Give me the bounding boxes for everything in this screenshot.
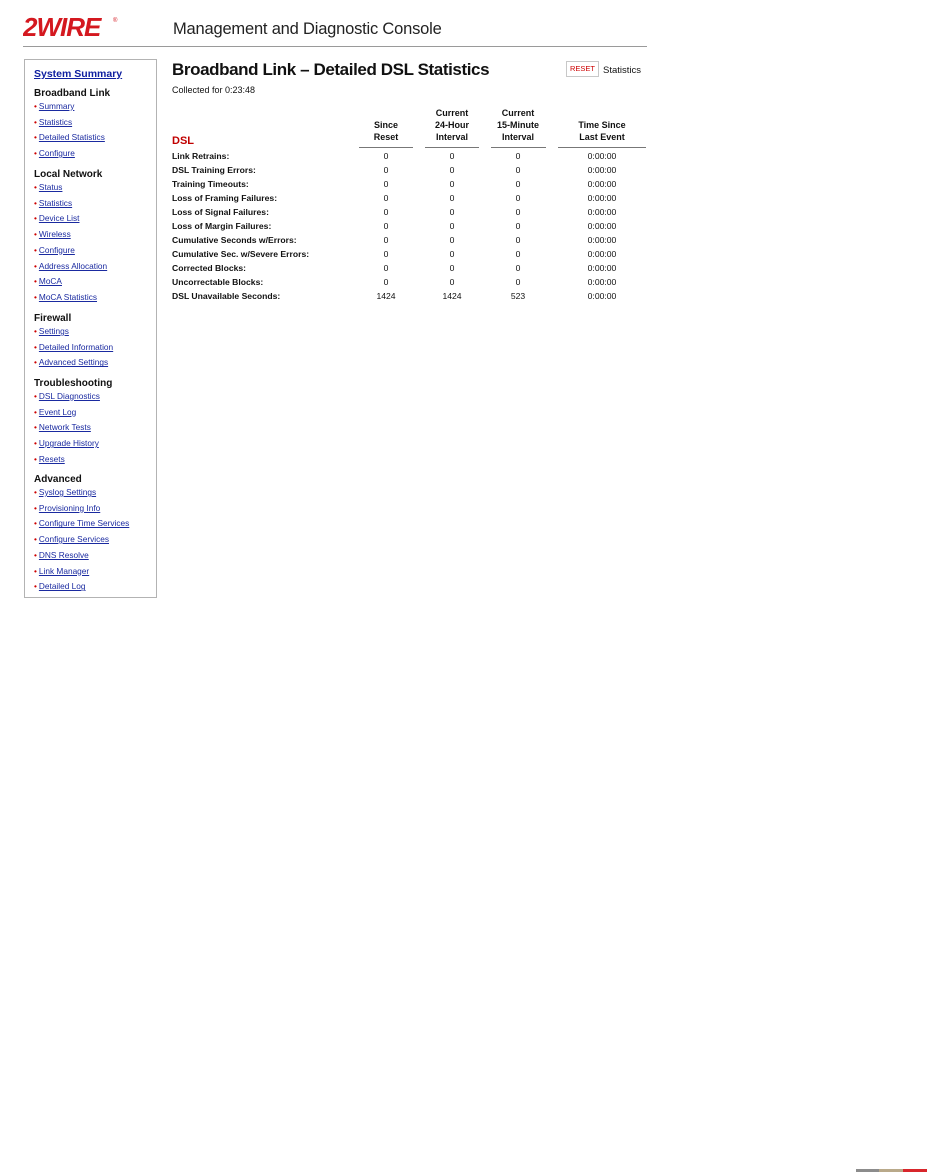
stat-row-label: Corrected Blocks: bbox=[172, 263, 247, 273]
sidebar-item-label[interactable]: Address Allocation bbox=[38, 260, 108, 271]
sidebar-item-resets[interactable] bbox=[34, 454, 65, 464]
stat-value-cell: 0 bbox=[383, 221, 389, 231]
2wire-logo bbox=[23, 14, 119, 40]
column-header-line: Reset bbox=[373, 132, 399, 142]
sidebar-item-label[interactable]: Syslog Settings bbox=[38, 487, 97, 497]
sidebar-item-label[interactable]: Configure Time Services bbox=[38, 518, 130, 529]
column-header-rule bbox=[425, 147, 479, 148]
sidebar-item-label[interactable]: Provisioning Info bbox=[38, 502, 101, 513]
sidebar-item-summary[interactable] bbox=[34, 101, 74, 111]
column-header-rule bbox=[491, 147, 546, 148]
stat-value-cell: 0 bbox=[515, 165, 521, 175]
sidebar-item-dsl-diagnostics[interactable] bbox=[34, 391, 100, 401]
sidebar-item-label[interactable]: DNS Resolve bbox=[38, 549, 89, 560]
column-header-line: Current bbox=[435, 108, 469, 118]
bullet-icon: • bbox=[34, 406, 37, 417]
stat-row-label: Loss of Signal Failures: bbox=[172, 207, 269, 217]
sidebar-item-label[interactable]: MoCA Statistics bbox=[38, 291, 98, 302]
bullet-icon: • bbox=[34, 422, 37, 433]
stat-value-cell: 0:00:00 bbox=[587, 263, 617, 273]
bullet-icon: • bbox=[34, 116, 37, 127]
stat-value-cell: 0 bbox=[449, 221, 455, 231]
column-header-rule bbox=[359, 147, 413, 148]
sidebar-item-label[interactable]: Device List bbox=[38, 213, 80, 224]
sidebar-item-upgrade-history[interactable] bbox=[34, 438, 99, 448]
bullet-icon: • bbox=[34, 101, 37, 111]
sidebar-item-label[interactable]: Detailed Log bbox=[38, 581, 86, 592]
bullet-icon: • bbox=[34, 326, 37, 336]
stat-value-cell: 0 bbox=[515, 263, 521, 273]
sidebar-item-moca[interactable] bbox=[34, 276, 62, 286]
column-header-rule bbox=[558, 147, 646, 148]
corner-bar-red bbox=[903, 1169, 927, 1172]
sidebar-item-configure-services[interactable] bbox=[34, 534, 109, 544]
sidebar-item-wireless[interactable] bbox=[34, 229, 71, 239]
stat-row-label: Link Retrains: bbox=[172, 151, 230, 161]
column-header-line: Last Event bbox=[579, 132, 625, 142]
bullet-icon: • bbox=[34, 132, 37, 143]
column-header-line: Interval bbox=[435, 132, 468, 142]
sidebar-item-label[interactable]: Network Tests bbox=[38, 422, 91, 433]
sidebar-item-event-log[interactable] bbox=[34, 407, 76, 417]
sidebar-item-configure[interactable] bbox=[34, 148, 75, 158]
sidebar-item-label[interactable]: Configure bbox=[38, 244, 75, 255]
sidebar-item-advanced-settings[interactable] bbox=[34, 357, 108, 367]
sidebar-section-broadband-link: Broadband Link bbox=[34, 88, 111, 99]
stat-value-cell: 0 bbox=[449, 249, 455, 259]
stat-value-cell: 0 bbox=[383, 151, 389, 161]
stat-row-label: Training Timeouts: bbox=[172, 179, 249, 189]
sidebar-item-label[interactable]: Link Manager bbox=[38, 565, 90, 576]
column-header-line: Time Since bbox=[578, 120, 626, 130]
column-header-line: 15-Minute bbox=[496, 120, 539, 130]
stat-value-cell: 0 bbox=[515, 151, 521, 161]
bullet-icon: • bbox=[34, 487, 37, 497]
bullet-icon: • bbox=[34, 182, 37, 192]
stat-value-cell: 0 bbox=[449, 207, 455, 217]
stat-value-cell: 0 bbox=[449, 235, 455, 245]
column-header-2 bbox=[483, 107, 553, 143]
bullet-icon: • bbox=[34, 549, 37, 560]
stat-value-cell: 0:00:00 bbox=[587, 235, 617, 245]
stat-value-cell: 0 bbox=[383, 165, 389, 175]
sidebar-item-label[interactable]: Upgrade History bbox=[38, 438, 99, 449]
bullet-icon: • bbox=[34, 581, 37, 592]
reset-statistics-label: Statistics bbox=[603, 65, 642, 76]
sidebar-item-label[interactable]: Detailed Information bbox=[38, 341, 114, 352]
sidebar-system-summary-link[interactable]: System Summary bbox=[34, 68, 123, 80]
sidebar-section-troubleshooting: Troubleshooting bbox=[34, 378, 113, 389]
sidebar-item-moca-statistics[interactable] bbox=[34, 292, 97, 302]
sidebar-section-advanced: Advanced bbox=[34, 474, 82, 485]
column-header-0 bbox=[351, 119, 421, 143]
stat-value-cell: 0 bbox=[515, 221, 521, 231]
column-header-3 bbox=[567, 119, 637, 143]
bullet-icon: • bbox=[34, 502, 37, 513]
corner-bar-tan bbox=[879, 1169, 903, 1172]
stat-value-cell: 0 bbox=[383, 207, 389, 217]
column-header-line: Interval bbox=[501, 132, 534, 142]
stat-value-cell: 0 bbox=[449, 165, 455, 175]
stat-value-cell: 0:00:00 bbox=[587, 151, 617, 161]
stat-value-cell: 0 bbox=[383, 277, 389, 287]
stat-value-cell: 0 bbox=[515, 179, 521, 189]
column-header-1 bbox=[417, 107, 487, 143]
bullet-icon: • bbox=[34, 260, 37, 271]
column-header-line: Current bbox=[501, 108, 535, 118]
header-divider bbox=[23, 46, 647, 47]
bullet-icon: • bbox=[34, 391, 37, 401]
sidebar-item-label[interactable]: Wireless bbox=[38, 229, 71, 240]
sidebar-item-label[interactable]: Event Log bbox=[38, 406, 77, 417]
reset-statistics-button[interactable]: RESET bbox=[566, 61, 599, 77]
sidebar-item-dns-resolve[interactable] bbox=[34, 550, 89, 560]
stat-row-label: Uncorrectable Blocks: bbox=[172, 277, 264, 287]
stat-row-label: Loss of Margin Failures: bbox=[172, 221, 272, 231]
sidebar-item-configure-time-services[interactable] bbox=[34, 518, 129, 528]
sidebar-item-syslog-settings[interactable] bbox=[34, 487, 96, 497]
stat-value-cell: 0 bbox=[383, 249, 389, 259]
stat-value-cell: 0 bbox=[383, 179, 389, 189]
bullet-icon: • bbox=[34, 213, 37, 224]
stat-value-cell: 0:00:00 bbox=[587, 249, 617, 259]
stat-value-cell: 0 bbox=[449, 263, 455, 273]
stat-value-cell: 0:00:00 bbox=[587, 221, 617, 231]
sidebar-item-label[interactable]: Advanced Settings bbox=[38, 357, 109, 368]
bullet-icon: • bbox=[34, 341, 37, 352]
sidebar-item-status[interactable] bbox=[34, 182, 62, 192]
stat-value-cell: 0:00:00 bbox=[587, 207, 617, 217]
stat-value-cell: 0 bbox=[515, 235, 521, 245]
bullet-icon: • bbox=[34, 229, 37, 240]
stat-value-cell: 1424 bbox=[442, 291, 462, 301]
sidebar-item-statistics[interactable] bbox=[34, 117, 72, 127]
page-title: Broadband Link – Detailed DSL Statistics bbox=[172, 60, 490, 79]
sidebar-item-configure[interactable] bbox=[34, 245, 75, 255]
stat-value-cell: 0:00:00 bbox=[587, 291, 617, 301]
stat-value-cell: 0:00:00 bbox=[587, 277, 617, 287]
stat-value-cell: 0 bbox=[383, 193, 389, 203]
stat-value-cell: 0 bbox=[383, 235, 389, 245]
sidebar-item-provisioning-info[interactable] bbox=[34, 503, 100, 513]
stat-value-cell: 0 bbox=[449, 151, 455, 161]
sidebar-item-label[interactable]: Status bbox=[38, 182, 63, 192]
bullet-icon: • bbox=[34, 244, 37, 255]
stat-row-label: DSL Training Errors: bbox=[172, 165, 256, 175]
stat-value-cell: 0:00:00 bbox=[587, 193, 617, 203]
corner-bar-grey bbox=[856, 1169, 879, 1172]
collected-duration: Collected for 0:23:48 bbox=[172, 85, 256, 95]
column-header-line: Since bbox=[373, 120, 398, 130]
stat-value-cell: 0 bbox=[515, 207, 521, 217]
stat-row-label: Loss of Framing Failures: bbox=[172, 193, 278, 203]
sidebar-section-local-network: Local Network bbox=[34, 169, 103, 180]
sidebar-item-address-allocation[interactable] bbox=[34, 261, 107, 271]
sidebar-item-detailed-statistics[interactable] bbox=[34, 132, 105, 142]
stat-row-label: DSL Unavailable Seconds: bbox=[172, 291, 281, 301]
bullet-icon: • bbox=[34, 276, 37, 287]
sidebar-item-label[interactable]: MoCA bbox=[38, 276, 62, 287]
stat-value-cell: 0:00:00 bbox=[587, 165, 617, 175]
stat-value-cell: 0 bbox=[515, 249, 521, 259]
stat-value-cell: 0 bbox=[383, 263, 389, 273]
stat-value-cell: 0 bbox=[449, 193, 455, 203]
sidebar-item-label[interactable]: Detailed Statistics bbox=[38, 132, 105, 143]
bullet-icon: • bbox=[34, 438, 37, 449]
sidebar-item-label[interactable]: Statistics bbox=[38, 197, 73, 208]
stat-value-cell: 0 bbox=[449, 277, 455, 287]
stat-value-cell: 1424 bbox=[376, 291, 396, 301]
sidebar-item-detailed-log[interactable] bbox=[34, 581, 86, 591]
console-title: Management and Diagnostic Console bbox=[173, 20, 442, 38]
svg-text:®: ® bbox=[113, 18, 118, 24]
sidebar-item-settings[interactable] bbox=[34, 326, 69, 336]
sidebar-item-statistics[interactable] bbox=[34, 198, 72, 208]
sidebar-item-label[interactable]: Summary bbox=[38, 101, 75, 111]
sidebar-item-label[interactable]: Configure bbox=[38, 148, 75, 159]
sidebar-section-firewall: Firewall bbox=[34, 313, 72, 324]
bullet-icon: • bbox=[34, 291, 37, 302]
bullet-icon: • bbox=[34, 518, 37, 529]
sidebar-nav bbox=[24, 59, 157, 598]
bullet-icon: • bbox=[34, 534, 37, 545]
stat-row-label: Cumulative Sec. w/Severe Errors: bbox=[172, 249, 310, 259]
sidebar-item-network-tests[interactable] bbox=[34, 422, 91, 432]
stat-value-cell: 523 bbox=[510, 291, 526, 301]
stat-value-cell: 0 bbox=[449, 179, 455, 189]
stat-value-cell: 0:00:00 bbox=[587, 179, 617, 189]
bullet-icon: • bbox=[34, 357, 37, 368]
bullet-icon: • bbox=[34, 197, 37, 208]
stat-row-label: Cumulative Seconds w/Errors: bbox=[172, 235, 297, 245]
column-header-line: 24-Hour bbox=[434, 120, 469, 130]
sidebar-item-device-list[interactable] bbox=[34, 213, 79, 223]
sidebar-item-label[interactable]: Configure Services bbox=[38, 534, 110, 545]
bullet-icon: • bbox=[34, 148, 37, 159]
bullet-icon: • bbox=[34, 565, 37, 576]
sidebar-item-label[interactable]: Statistics bbox=[38, 116, 73, 127]
sidebar-item-label[interactable]: DSL Diagnostics bbox=[38, 391, 100, 401]
sidebar-item-link-manager[interactable] bbox=[34, 566, 89, 576]
dsl-section-label: DSL bbox=[172, 135, 194, 147]
logo-text: 2WIRE bbox=[23, 14, 101, 40]
sidebar-item-label[interactable]: Settings bbox=[38, 326, 69, 336]
sidebar-item-detailed-information[interactable] bbox=[34, 342, 113, 352]
stat-value-cell: 0 bbox=[515, 277, 521, 287]
sidebar-item-label[interactable]: Resets bbox=[38, 453, 65, 464]
bullet-icon: • bbox=[34, 453, 37, 464]
stat-value-cell: 0 bbox=[515, 193, 521, 203]
